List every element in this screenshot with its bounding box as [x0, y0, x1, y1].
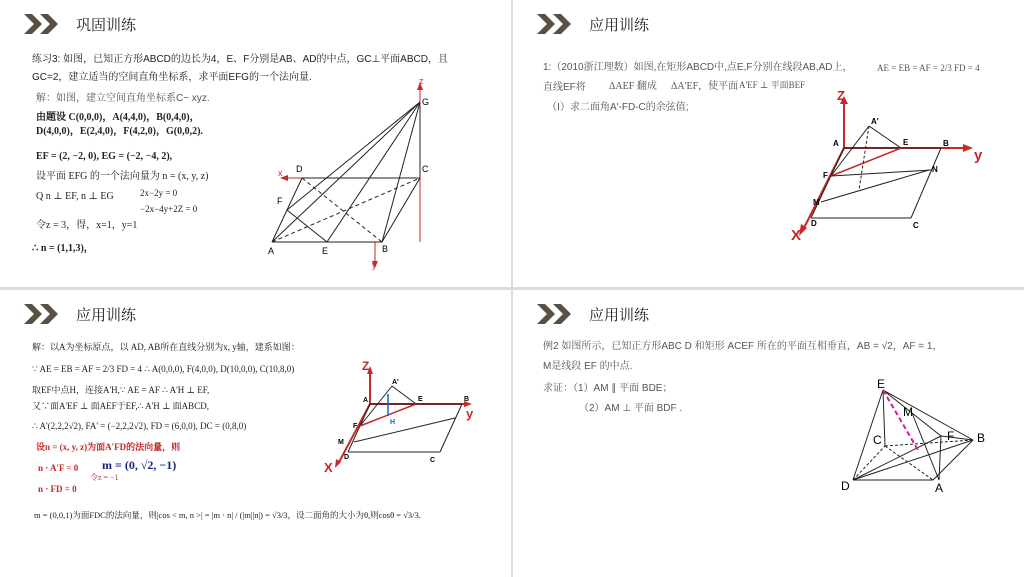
solution-line: ∵ AE = EB = AF = 2/3 FD = 4 ∴ A(0,0,0), F(4,0,0), D(10,0,0), C(10,8,0) — [32, 364, 295, 374]
axis-label: y — [466, 406, 474, 421]
slide-panel-2 — [513, 0, 1024, 287]
chevron-icon — [24, 14, 62, 34]
point-label: A' — [392, 379, 399, 386]
panel-header — [537, 302, 649, 326]
axis-label: Z — [837, 88, 845, 103]
solution-line: 设n = (x, y, z)为面A'FD的法向量，则 — [36, 442, 181, 452]
equation-line: n · A'F = 0 — [38, 463, 79, 473]
solution-line: ∴ n = (1,1,3)， — [32, 243, 94, 254]
solution-line: EF = (2, −2, 0), EG = (−2, −4, 2), — [36, 151, 173, 162]
panel-header — [24, 12, 136, 36]
problem-line: （Ⅰ）求二面角A'-FD-C的余弦值; — [547, 102, 689, 113]
point-label: E — [322, 246, 329, 256]
point-label: D — [296, 164, 303, 174]
point-label: F — [353, 423, 358, 430]
axis-label: y — [974, 147, 983, 164]
point-label: M — [338, 439, 344, 446]
fold-figure — [324, 359, 480, 475]
cube-figure — [262, 72, 442, 272]
point-label: C — [422, 164, 429, 174]
axis-label: x — [278, 168, 283, 178]
point-label: B — [977, 431, 986, 445]
normal-vector: m = (0, √2, −1) — [102, 458, 177, 472]
solution-line: m = (0,0,1)为面FDC的法向量，则|cos < m, n >| = |m · n| / (|m||n|) = √3/3，设二面角的大小为θ,则cosθ = √3/3. — [34, 510, 421, 520]
slide-panel-4 — [513, 290, 1024, 577]
point-label: C — [913, 221, 919, 230]
point-label: F — [277, 196, 283, 206]
point-label: B — [464, 396, 470, 403]
solution-line: ∴ A'(2,2,2√2), FA' = (−2,2,2√2), FD = (6,0,0), DC = (0,8,0) — [32, 421, 247, 431]
problem-line: 例2 如图所示，已知正方形ABC D 和矩形 ACEF 所在的平面互相垂直，AB = √2，AF = 1， — [543, 341, 943, 352]
point-label: A' — [871, 117, 879, 126]
point-label: A — [833, 139, 839, 148]
problem-line: 练习3: 如图，已知正方形ABCD的边长为4，E、F分别是AB、AD的中点，GC⊥平面ABCD，且 — [32, 54, 448, 65]
problem-line: GC=2，建立适当的空间直角坐标系，求平面EFG的一个法向量. — [32, 72, 312, 83]
solution-line: Q n ⊥ EF, n ⊥ EG — [36, 191, 114, 202]
point-label: E — [877, 377, 886, 391]
point-label: M — [903, 405, 913, 419]
point-label: A — [363, 397, 369, 404]
point-label: N — [932, 165, 938, 174]
solution-line: 解：以A为坐标原点，以 AD, AB所在直线分别为x, y轴，建系如图： — [32, 342, 300, 352]
slide-panel-3 — [0, 290, 511, 577]
problem-line: 1:（2010浙江理数）如图,在矩形ABCD中,点E,F分别在线段AB,AD上， — [543, 62, 853, 73]
problem-line: A'EF ⊥ 平面BEF — [739, 80, 806, 90]
chevron-icon — [24, 304, 62, 324]
equation-line: 2x−2y = 0 — [140, 188, 178, 198]
point-label: A — [268, 246, 275, 256]
problem-line: ΔAEF 翻成 — [609, 81, 657, 92]
equation-line: n · FD = 0 — [38, 484, 77, 494]
problem-line: 直线EF将 — [543, 82, 586, 93]
solution-line: 取EF中点H，连接A'H,∵ AE = AF ∴ A'H ⊥ EF, — [32, 385, 210, 395]
solution-line: D(4,0,0)，E(2,4,0)，F(4,2,0)，G(0,0,2). — [36, 126, 203, 137]
axis-label: Z — [362, 359, 370, 373]
axis-label: z — [419, 76, 424, 86]
point-label: B — [943, 139, 949, 148]
solution-line: 解：如图，建立空间直角坐标系C− xyz. — [36, 93, 210, 104]
problem-line: 求证：（1）AM ∥ 平面 BDE； — [543, 383, 673, 394]
point-label: B — [382, 244, 389, 254]
point-label: M — [813, 198, 820, 207]
point-label: D — [811, 219, 817, 228]
axis-label: X — [324, 460, 333, 475]
point-label: E — [418, 396, 423, 403]
problem-line: M是线段 EF 的中点. — [543, 361, 633, 372]
problem-formula: AE = EB = AF = 2/3 FD = 4 — [877, 63, 980, 73]
point-label: C — [873, 433, 882, 447]
panel-title: 应用训练 — [589, 16, 650, 34]
axis-label: X — [791, 227, 802, 244]
point-label: F — [823, 171, 828, 180]
equation-line: −2x−4y+2Z = 0 — [140, 204, 198, 214]
solution-line: 设平面 EFG 的一个法向量为 n = (x, y, z) — [36, 171, 209, 182]
prism-figure — [823, 377, 1003, 500]
chevron-icon — [537, 304, 575, 324]
point-label: A — [935, 481, 944, 495]
solution-line: 令z = 3，得，x=1，y=1 — [36, 220, 138, 231]
point-label: G — [422, 97, 430, 107]
problem-line: （2）AM ⊥ 平面 BDF . — [579, 403, 683, 414]
axis-label: y — [372, 260, 377, 270]
chevron-icon — [537, 14, 575, 34]
slide-panel-1 — [0, 0, 511, 287]
equation-line: 令z = −1 — [90, 473, 119, 482]
fold-figure — [791, 90, 1001, 250]
panel-header — [537, 12, 649, 36]
problem-line: ΔA'EF，使平面 — [671, 81, 739, 92]
point-label: F — [947, 429, 955, 443]
solution-line: 由题设 C(0,0,0)，A(4,4,0)，B(0,4,0)， — [36, 112, 200, 123]
point-label: C — [430, 457, 436, 464]
point-label: D — [344, 454, 350, 461]
point-label: E — [903, 138, 909, 147]
panel-title: 应用训练 — [589, 306, 650, 324]
panel-title: 应用训练 — [76, 306, 137, 324]
point-label: D — [841, 479, 850, 493]
point-label: H — [390, 419, 396, 426]
panel-title: 巩固训练 — [76, 16, 137, 34]
panel-header — [24, 302, 136, 326]
solution-line: 又∵面A'EF ⊥ 面AEF于EF,∴ A'H ⊥ 面ABCD, — [32, 401, 209, 411]
